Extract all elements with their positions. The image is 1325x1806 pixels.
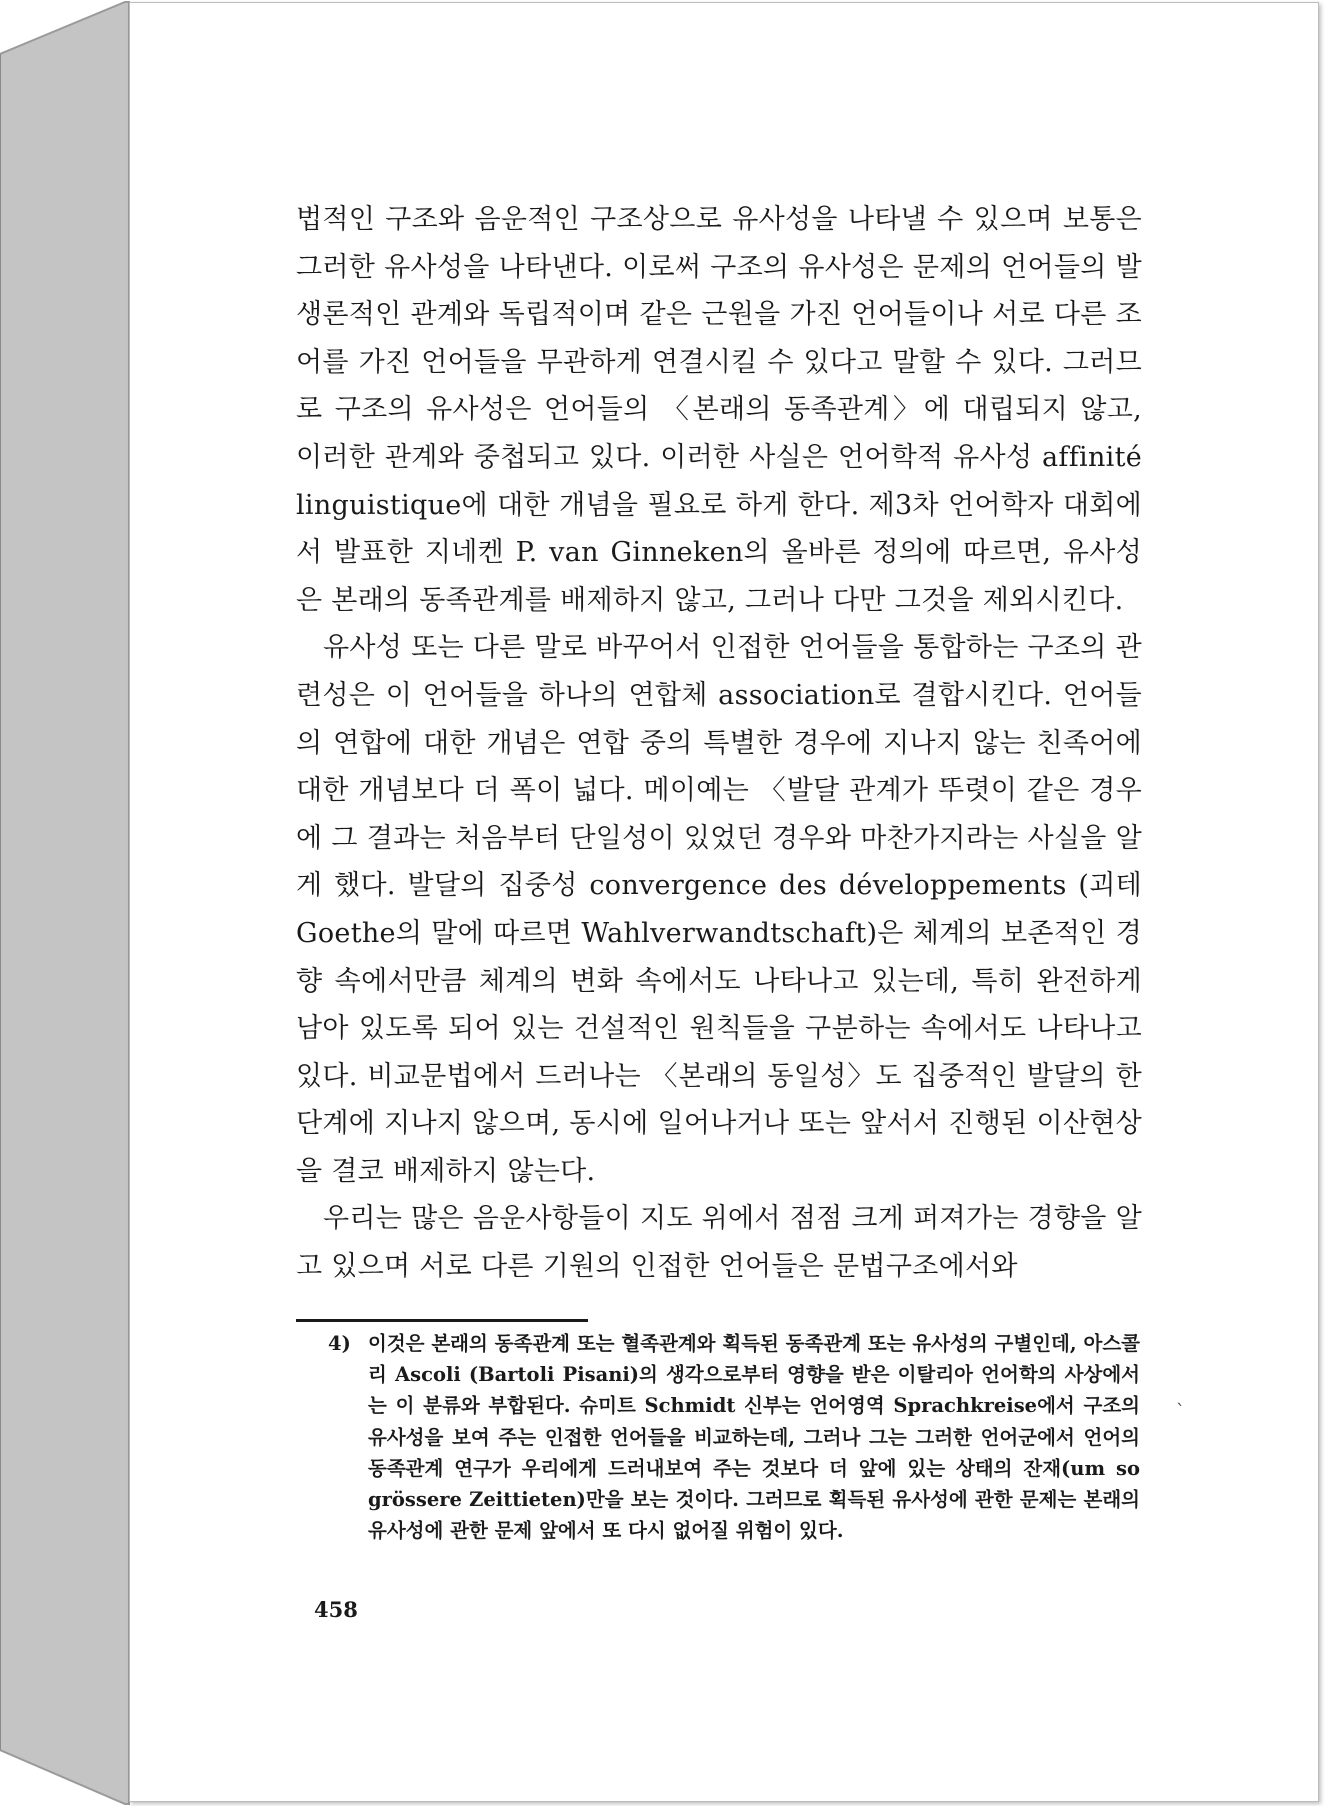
paragraph-1: 법적인 구조와 음운적인 구조상으로 유사성을 나타낼 수 있으며 보통은 그러한 유사성을 나타낸다. 이로써 구조의 유사성은 문제의 언어들의 발생론적인 관계와 독립적이며 같은 근원을 가진 언어들이나 서로 다른 조어를 가진 언어들을 무관하게 연결시킬 수 있다고 말할 수 있다. 그러므로 구조의 유사성은 언어들의 〈본래의 동족관계〉에 대립되지 않고, 이러한 관계와 중첩되고 있다. 이러한 사실은 언어학적 유사성 affinité linguistique에 대한 개념을 필요로 하게 한다. 제3차 언어학자 대회에서 발표한 지네켄 P. van Ginneken의 올바른 정의에 따르면, 유사성은 본래의 동족관계를 배제하지 않고, 그러나 다만 그것을 제외시킨다. xyxy=(296,204,1142,616)
paragraph-3: 우리는 많은 음운사항들이 지도 위에서 점점 크게 퍼져가는 경향을 알고 있으며 서로 다른 기원의 인접한 언어들은 문법구조에서와 xyxy=(296,1203,1142,1283)
footnote-number: 4) xyxy=(328,1332,351,1355)
page-number: 458 xyxy=(314,1597,358,1622)
margin-mark: ˋ xyxy=(1176,1401,1185,1422)
footnote-separator xyxy=(296,1319,588,1322)
main-text xyxy=(296,196,1142,1291)
footnote-text: 이것은 본래의 동족관계 또는 혈족관계와 획득된 동족관계 또는 유사성의 구별인데, 아스콜리 Ascoli (Bartoli Pisani)의 생각으로부터 영향을 받은 이탈리아 언어학의 사상에서는 이 분류와 부합된다. 슈미트 Schmidt 신부는 언어영역 Sprachkreise에서 구조의 유사성을 보여 주는 인접한 언어들을 비교하는데, 그러나 그는 그러한 언어군에서 언어의 동족관계 연구가 우리에게 드러내보여 주는 것보다 더 앞에 있는 상태의 잔재(um so grössere Zeittieten)만을 보는 것이다. 그러므로 획득된 유사성에 관한 문제는 본래의 유사성에 관한 문제 앞에서 또 다시 없어질 위험이 있다. xyxy=(368,1332,1140,1543)
paragraph-2: 유사성 또는 다른 말로 바꾸어서 인접한 언어들을 통합하는 구조의 관련성은 이 언어들을 하나의 연합체 association로 결합시킨다. 언어들의 연합에 대한 개념은 연합 중의 특별한 경우에 지나지 않는 친족어에 대한 개념보다 더 폭이 넓다. 메이예는 〈발달 관계가 뚜렷이 같은 경우에 그 결과는 처음부터 단일성이 있었던 경우와 마찬가지라는 사실을 알게 했다. 발달의 집중성 convergence des développements (괴테 Goethe의 말에 따르면 Wahlverwandtschaft)은 체계의 보존적인 경향 속에서만큼 체계의 변화 속에서도 나타나고 있는데, 특히 완전하게 남아 있도록 되어 있는 건설적인 원칙들을 구분하는 속에서도 나타나고 있다. 비교문법에서 드러나는 〈본래의 동일성〉도 집중적인 발달의 한 단계에 지나지 않으며, 동시에 일어나거나 또는 앞서서 진행된 이산현상을 결코 배제하지 않는다. xyxy=(296,632,1142,1187)
footnote xyxy=(328,1328,1140,1546)
